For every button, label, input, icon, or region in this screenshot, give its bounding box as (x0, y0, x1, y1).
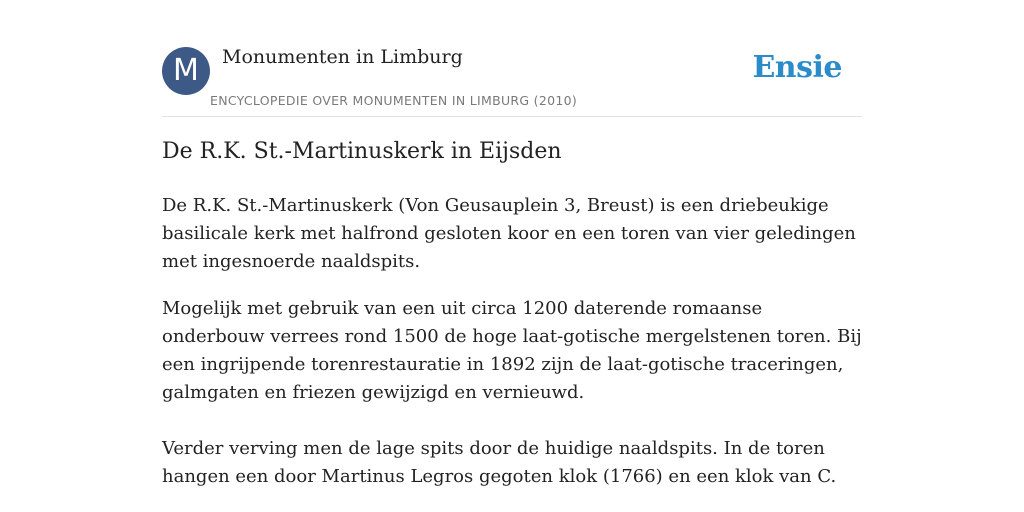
article-paragraph-1: De R.K. St.-Martinuskerk (Von Geusauplein 3, Breust) is een driebeukige basilicale kerk met halfrond gesloten koor en een toren van vier geledingen met ingesnoerde naaldspits. (162, 195, 856, 272)
avatar[interactable]: M (162, 47, 210, 95)
article-title: De R.K. St.-Martinuskerk in Eijsden (162, 139, 562, 164)
article-paragraph-3: Verder verving men de lage spits door de huidige naaldspits. In de toren hangen een door Martinus Legros gegoten klok (1766) en een klok van C. (162, 438, 837, 487)
ensie-logo[interactable]: Ensie (752, 50, 842, 85)
site-header (162, 44, 862, 117)
site-title[interactable]: Monumenten in Limburg (222, 46, 463, 68)
article-paragraph-2: Mogelijk met gebruik van een uit circa 1200 daterende romaanse onderbouw verrees rond 1500 de hoge laat-gotische mergelstenen toren. Bij een ingrijpende torenrestauratie in 1892 zijn de laat-gotische traceringen, galmgaten en friezen gewijzigd en vernieuwd. (162, 298, 862, 403)
site-subtitle: ENCYCLOPEDIE OVER MONUMENTEN IN LIMBURG (2010) (210, 93, 578, 108)
